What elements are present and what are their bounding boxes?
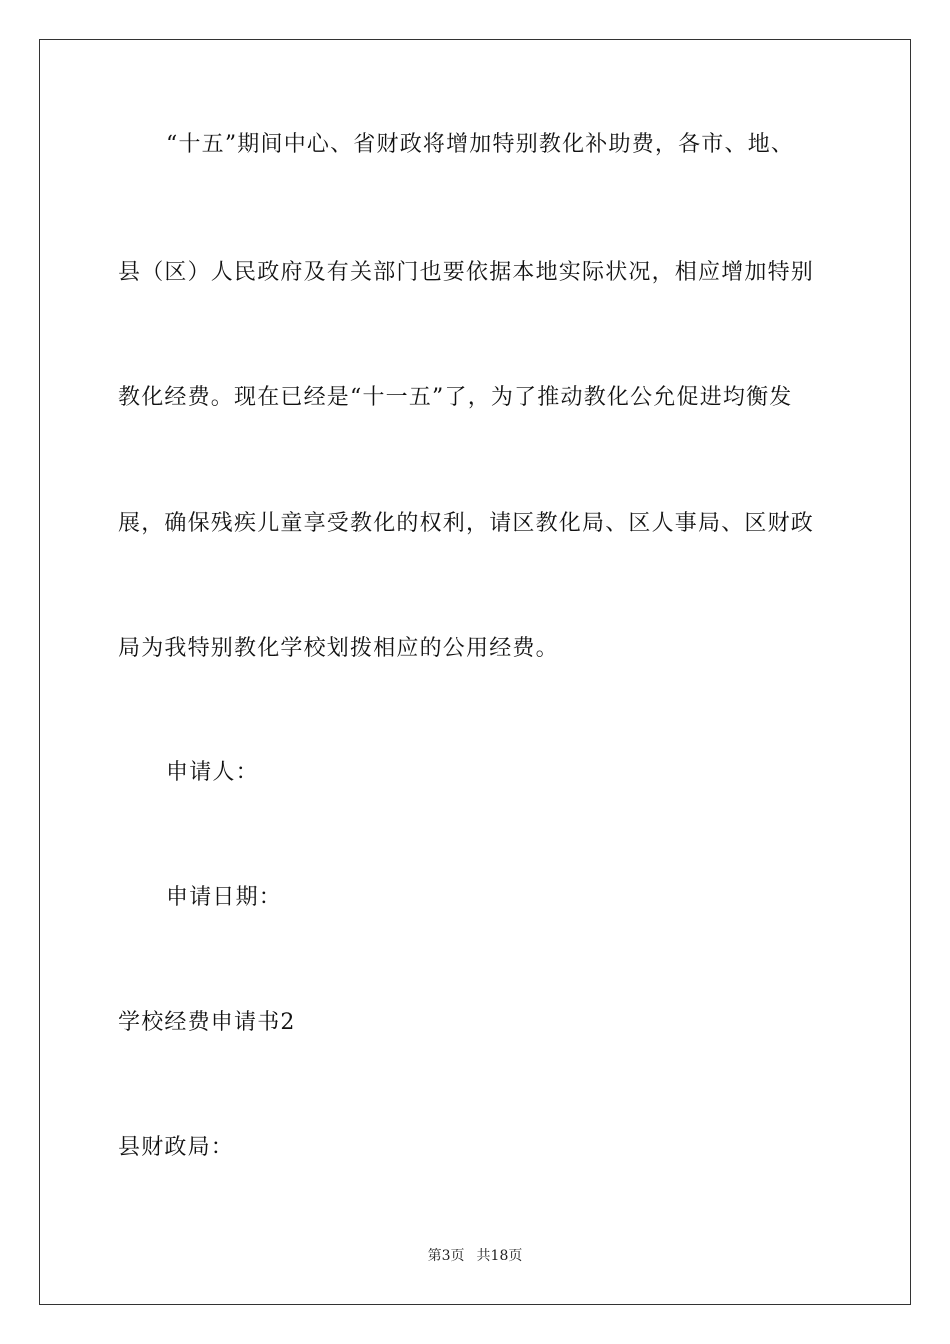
addressee: 县财政局： (118, 1135, 235, 1160)
paragraph-line-4: 展，确保残疾儿童享受教化的权利，请区教化局、区人事局、区财政 (118, 511, 815, 536)
section-title: 学校经费申请书2 (118, 1010, 296, 1035)
page-footer (0, 1246, 950, 1266)
total-pages: 共18页 (476, 1248, 523, 1264)
page-number: 第3页 (427, 1248, 465, 1264)
page-border (39, 39, 911, 1305)
paragraph-line-1: “十五”期间中心、省财政将增加特别教化补助费，各市、地、 (166, 132, 795, 157)
paragraph-line-3: 教化经费。现在已经是“十一五”了，为了推动教化公允促进均衡发 (118, 385, 793, 410)
paragraph-line-5: 局为我特别教化学校划拨相应的公用经费。 (118, 636, 559, 661)
paragraph-line-2: 县（区）人民政府及有关部门也要依据本地实际状况，相应增加特别 (118, 260, 815, 285)
applicant-label: 申请人： (166, 760, 259, 785)
application-date-label: 申请日期： (166, 885, 283, 910)
